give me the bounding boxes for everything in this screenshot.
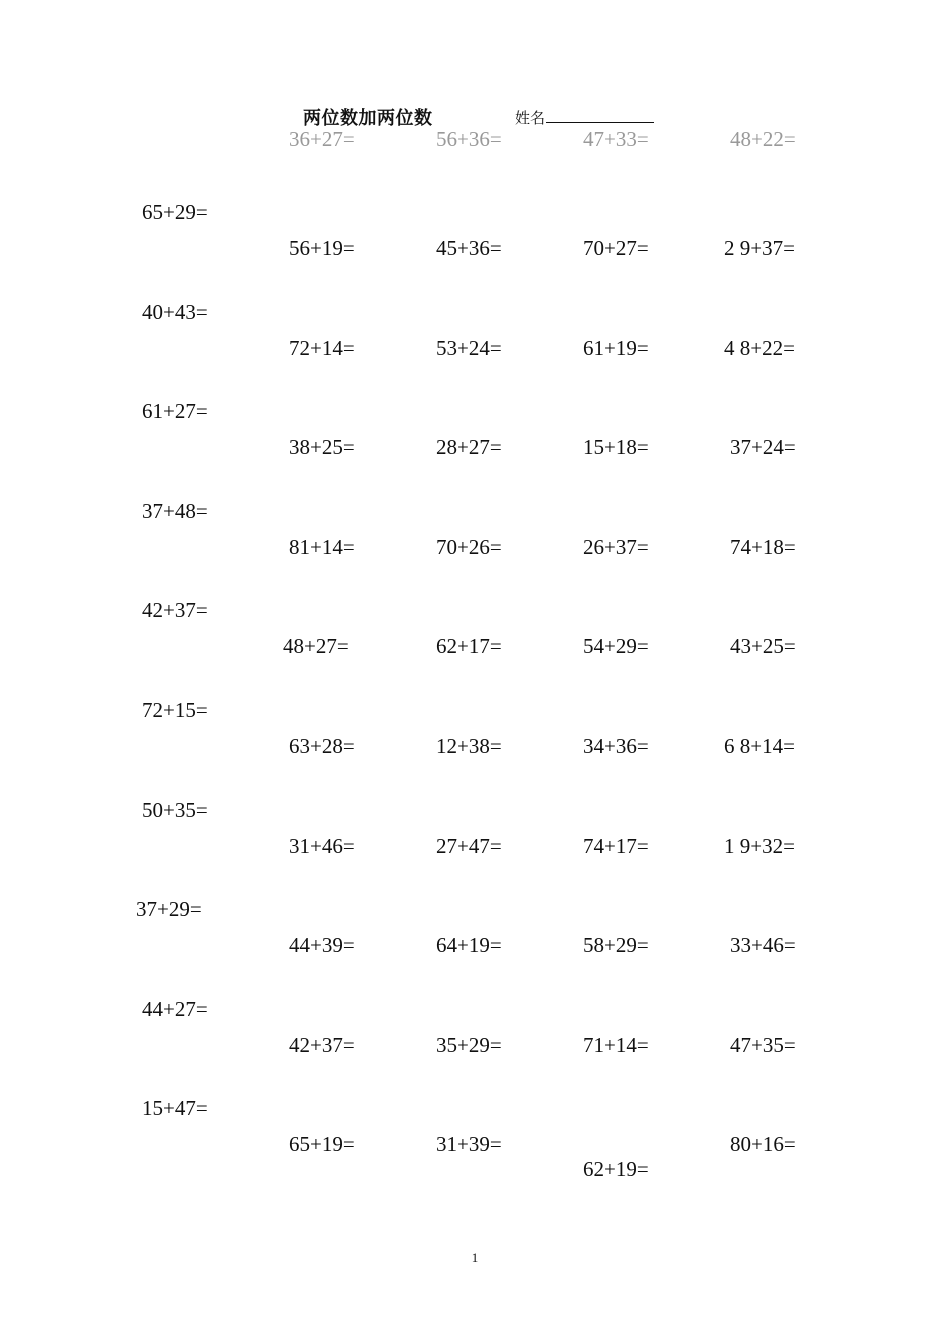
left-column-problem: 40+43= [142,299,208,324]
addition-problem: 43+25= [730,634,796,659]
page-number: 1 [471,1250,479,1265]
addition-problem: 44+39= [289,933,355,958]
addition-problem: 64+19= [436,933,502,958]
addition-problem: 61+19= [583,335,649,360]
addition-problem: 31+39= [436,1132,502,1157]
addition-problem: 6 8+14= [724,734,795,758]
cut-problem: 48+22= [730,127,796,151]
addition-problem: 72+14= [289,335,355,360]
addition-problem: 56+19= [289,236,355,260]
addition-problem: 71+14= [583,1032,649,1057]
addition-problem: 70+26= [436,534,502,559]
cut-problem: 56+36= [436,127,502,151]
left-column-problem: 72+15= [142,698,208,722]
addition-problem: 47+35= [730,1032,796,1057]
addition-problem: 38+25= [289,435,355,460]
cut-problem: 36+27= [289,127,355,151]
cut-off-problem-row [0,127,950,156]
addition-problem: 15+18= [583,435,649,460]
left-column-problem: 42+37= [142,598,208,623]
addition-problem: 28+27= [436,435,502,460]
addition-problem: 53+24= [436,335,502,360]
addition-problem: 74+17= [583,833,649,858]
addition-problem: 42+37= [289,1032,355,1057]
addition-problem: 12+38= [436,734,502,758]
addition-problem: 37+24= [730,435,796,460]
addition-problem: 1 9+32= [724,833,795,858]
left-column-problem: 50+35= [142,797,208,822]
left-column-problem: 65+29= [142,200,208,224]
addition-problem: 31+46= [289,833,355,858]
addition-problem: 65+19= [289,1132,355,1157]
worksheet-title: 两位数加两位数 [303,108,433,129]
addition-problem: 63+28= [289,734,355,758]
addition-problem: 80+16= [730,1132,796,1157]
addition-problem: 4 8+22= [724,335,795,360]
addition-problem: 45+36= [436,236,502,260]
addition-problem: 48+27= [283,634,349,659]
cut-problem: 47+33= [583,127,649,151]
addition-problem: 35+29= [436,1032,502,1057]
addition-problem: 2 9+37= [724,236,795,260]
addition-problem: 33+46= [730,933,796,958]
addition-problem: 70+27= [583,236,649,260]
addition-problem: 26+37= [583,534,649,559]
name-label: 姓名 [515,109,546,127]
left-column-problem: 44+27= [142,996,208,1021]
addition-problem: 58+29= [583,933,649,958]
addition-problem: 27+47= [436,833,502,858]
addition-problem: 74+18= [730,534,796,559]
addition-problem: 81+14= [289,534,355,559]
left-column-problem: 37+48= [142,498,208,523]
addition-problem: 62+19= [583,1157,649,1182]
left-column-problem: 61+27= [142,399,208,424]
left-column-problem: 37+29= [136,897,202,922]
left-column-problem: 15+47= [142,1096,208,1121]
name-field [515,107,654,128]
addition-problem: 54+29= [583,634,649,659]
name-blank-line [546,108,654,123]
addition-problem: 34+36= [583,734,649,758]
addition-problem: 62+17= [436,634,502,659]
